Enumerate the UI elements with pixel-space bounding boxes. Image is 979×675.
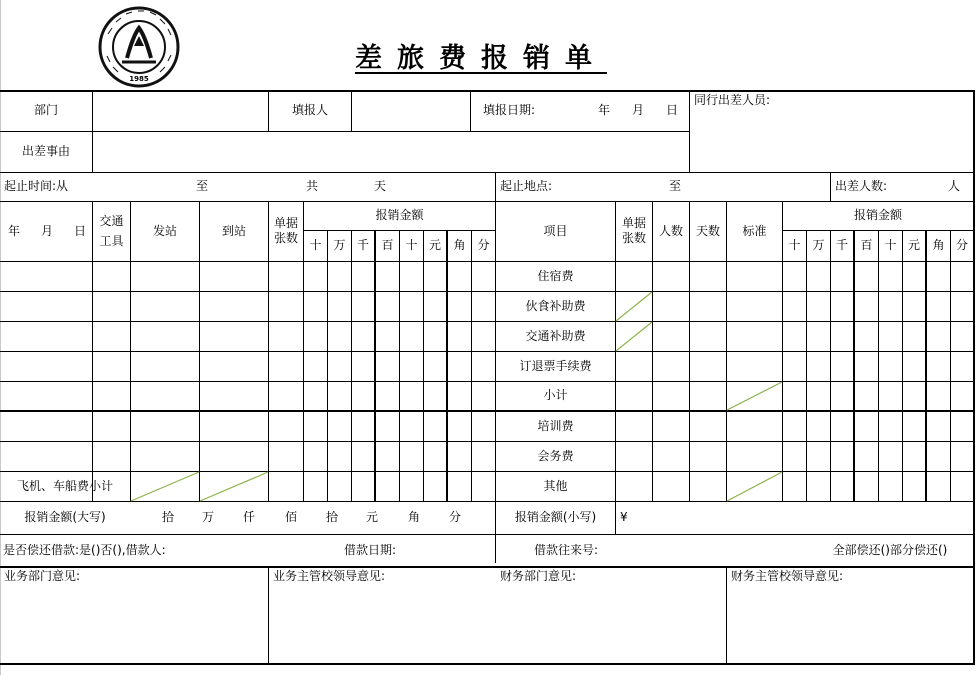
col-docs-line1: 单据 [273,216,298,231]
col-tool-line2: 工具 [99,233,124,248]
label-filler: 填报人 [291,103,328,118]
digit-right-6: 角 [932,238,945,253]
unit-4: 拾 [325,510,338,525]
opinion-finance-leader: 财务主管校领导意见: [731,569,844,583]
label-loan-ref: 借款往来号: [534,542,599,557]
diag-other-standard [727,472,782,501]
diag-meal-docs [616,292,652,321]
col-docs [269,202,303,261]
label-reason: 出差事由 [21,144,70,159]
label-places: 起止地点: [500,179,553,194]
unit-2: 仟 [242,510,255,525]
currency-symbol: ¥ [620,510,628,525]
digit-right-0: 十 [788,238,801,253]
label-year: 年 [597,103,610,118]
opinion-business-dept: 业务部门意见: [4,569,81,583]
item-training: 培训费 [537,418,574,433]
diag-subtotal-depart [131,472,199,501]
item-conference: 会务费 [537,448,574,463]
label-fill-date: 填报日期: [483,103,536,118]
unit-5: 元 [365,510,378,525]
diag-subtotal-arrive [200,472,268,501]
col-docs-line2: 张数 [273,231,298,245]
label-amount-upper: 报销金额(大写) [24,510,106,525]
label-period: 起止时间:从 [4,179,69,194]
item-lodging: 住宿费 [537,268,574,283]
digit-left-1: 万 [333,238,346,253]
label-repay-mode: 全部偿还()部分偿还() [832,542,948,557]
label-loan-date: 借款日期: [344,542,397,557]
digit-left-3: 百 [381,238,394,253]
page-title: 差旅费报销单 [355,43,607,74]
unit-3: 佰 [284,510,297,525]
digit-right-3: 百 [860,238,873,253]
logo-year: 1985 [129,75,149,83]
col-docs-right-line2: 张数 [621,231,646,245]
col-docs-right [616,202,652,261]
unit-1: 万 [201,510,214,525]
opinion-finance-dept: 财务部门意见: [500,569,577,583]
label-people-unit: 人 [947,179,960,194]
digit-left-2: 千 [356,238,369,253]
col-arrive: 到站 [221,223,246,238]
filler-field[interactable] [352,91,470,131]
unit-7: 分 [448,510,461,525]
label-department: 部门 [33,103,58,118]
col-days: 天数 [695,223,720,238]
digit-left-5: 元 [428,238,441,253]
digit-right-5: 元 [907,238,920,253]
col-tool-line1: 交通 [99,213,124,228]
digit-right-4: 十 [884,238,897,253]
diag-traffic-docs [616,322,652,351]
digit-left-6: 角 [453,238,466,253]
label-companions: 同行出差人员: [694,93,771,107]
item-ticket-fee: 订退票手续费 [519,358,592,373]
col-day: 日 [73,223,86,238]
item-other: 其他 [543,478,568,493]
digit-right-1: 万 [812,238,825,253]
item-subtotal: 小计 [543,388,568,403]
amount-header-right: 报销金额 [853,208,902,223]
col-year: 年 [7,223,20,238]
diag-subtotal-standard [727,382,782,410]
digit-right-2: 千 [835,238,848,253]
label-people: 出差人数: [835,179,888,194]
label-month: 月 [631,103,644,118]
item-meal-allowance: 伙食补助费 [525,298,586,313]
col-standard: 标准 [742,223,767,238]
label-total: 共 [305,179,318,194]
label-places-to: 至 [668,179,681,194]
col-docs-right-line1: 单据 [621,216,646,231]
digit-left-7: 分 [477,238,490,253]
label-repay: 是否偿还借款:是()否(),借款人: [3,542,166,557]
col-people: 人数 [658,223,683,238]
digit-left-4: 十 [405,238,418,253]
label-amount-lower: 报销金额(小写) [514,510,597,525]
department-field[interactable] [93,91,268,131]
transport-subtotal-label: 飞机、车船费小计 [16,478,113,493]
label-days: 天 [373,179,386,194]
digit-right-7: 分 [955,238,968,253]
label-period-to: 至 [195,179,208,194]
col-depart: 发站 [152,223,177,238]
amount-header-left: 报销金额 [375,208,424,223]
digit-left-0: 十 [309,238,322,253]
reason-field[interactable] [93,132,689,172]
unit-0: 拾 [161,510,174,525]
label-day: 日 [665,103,678,118]
item-traffic-allowance: 交通补助费 [525,328,586,343]
opinion-business-leader: 业务主管校领导意见: [273,569,386,583]
col-item: 项目 [543,223,568,238]
col-month: 月 [40,223,53,238]
col-tool [93,202,130,261]
unit-6: 角 [407,510,420,525]
